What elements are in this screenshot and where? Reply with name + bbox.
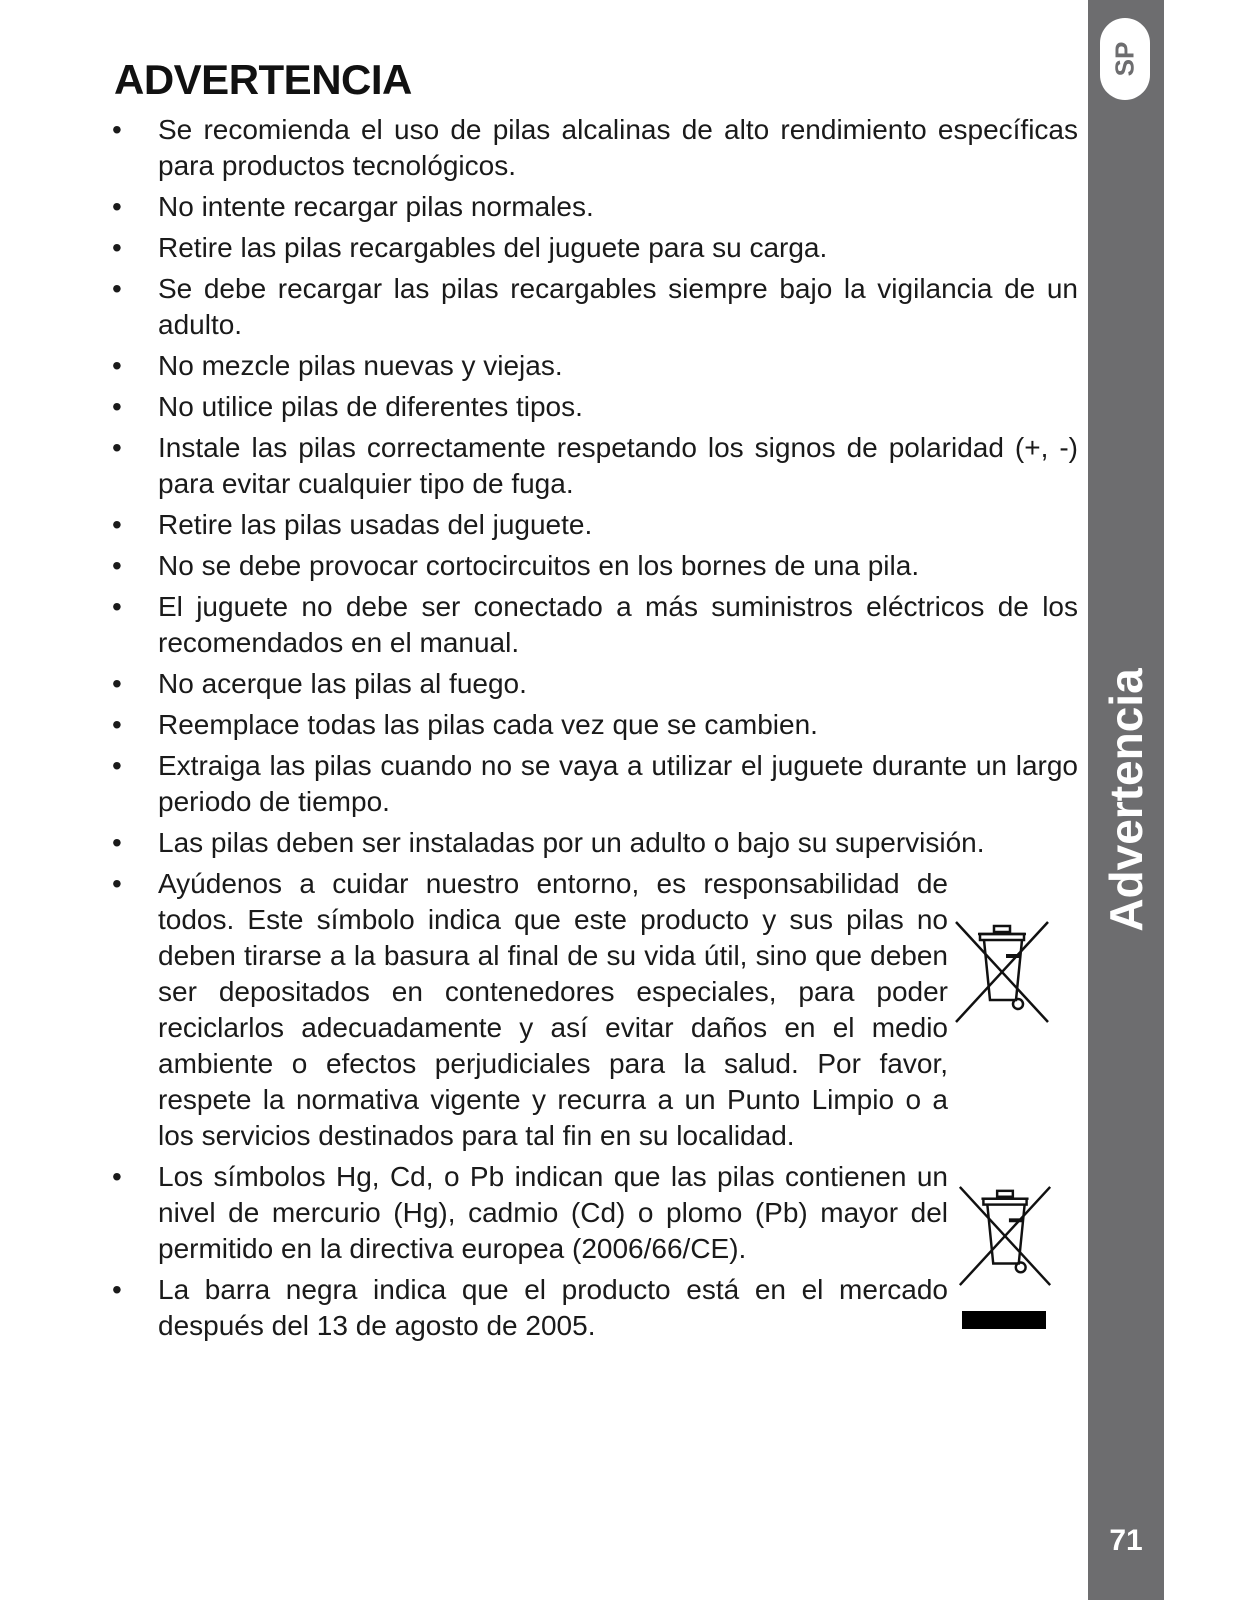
language-badge-label: SP — [1109, 41, 1140, 77]
list-item: • Las pilas deben ser instaladas por un adulto o bajo su supervisión. — [112, 827, 985, 858]
page-title: ADVERTENCIA — [114, 56, 412, 103]
list-item: • Reemplace todas las pilas cada vez que se cambien. — [112, 709, 818, 740]
list-item: • Los símbolos Hg, Cd, o Pb indican que las pilas contienen un nivel de mercurio (Hg), cadmio (Cd) o plomo (Pb) mayor del permitido en la directiva europea (2006/66/CE). — [114, 1159, 1066, 1267]
list-item-text: Instale las pilas correctamente respetando los signos de polaridad (+, -) para evitar cualquier tipo de fuga. — [158, 432, 1078, 499]
list-item-text: No se debe provocar cortocircuitos en los bornes de una pila. — [158, 550, 920, 581]
list-item-text: Los símbolos Hg, Cd, o Pb indican que las pilas contienen un nivel de mercurio (Hg), cadmio (Cd) o plomo (Pb) mayor del permitido en la directiva europea (2006/66/CE). — [158, 1161, 948, 1264]
list-item: • No se debe provocar cortocircuitos en los bornes de una pila. — [112, 550, 920, 581]
list-item: • Se recomienda el uso de pilas alcalinas de alto rendimiento específicas para productos tecnológicos. — [112, 114, 1078, 181]
list-item: • No mezcle pilas nuevas y viejas. — [112, 350, 563, 381]
black-bar-mark — [962, 1311, 1046, 1329]
list-item-text: Retire las pilas usadas del juguete. — [158, 509, 593, 540]
list-item: • Retire las pilas recargables del juguete para su carga. — [112, 232, 828, 263]
list-item: • Se debe recargar las pilas recargables siempre bajo la vigilancia de un adulto. — [112, 273, 1078, 340]
list-item-text: No mezcle pilas nuevas y viejas. — [158, 350, 563, 381]
list-item-text: No intente recargar pilas normales. — [158, 191, 594, 222]
list-item-text: Retire las pilas recargables del juguete para su carga. — [158, 232, 828, 263]
list-item: • Retire las pilas usadas del juguete. — [112, 509, 593, 540]
list-item: • No acerque las pilas al fuego. — [112, 668, 527, 699]
list-item-text: El juguete no debe ser conectado a más suministros eléctricos de los recomendados en el manual. — [158, 591, 1078, 658]
list-item-text: No acerque las pilas al fuego. — [158, 668, 527, 699]
section-tab-label: Advertencia — [1100, 668, 1152, 932]
list-item-text: No utilice pilas de diferentes tipos. — [158, 391, 583, 422]
list-item: • No utilice pilas de diferentes tipos. — [112, 391, 583, 422]
section-sidebar — [1088, 0, 1164, 1600]
list-item-text: Las pilas deben ser instaladas por un adulto o bajo su supervisión. — [158, 827, 985, 858]
list-item-text: Se recomienda el uso de pilas alcalinas de alto rendimiento específicas para productos tecnológicos. — [158, 114, 1078, 181]
warning-list — [114, 112, 1078, 1349]
list-item: • No intente recargar pilas normales. — [112, 191, 594, 222]
language-badge — [1100, 18, 1150, 100]
list-item: • Extraiga las pilas cuando no se vaya a utilizar el juguete durante un largo periodo de tiempo. — [112, 750, 1078, 817]
list-item: • Instale las pilas correctamente respetando los signos de polaridad (+, -) para evitar cualquier tipo de fuga. — [112, 432, 1078, 499]
list-item-text: Extraiga las pilas cuando no se vaya a utilizar el juguete durante un largo periodo de tiempo. — [158, 750, 1078, 817]
list-item: • El juguete no debe ser conectado a más suministros eléctricos de los recomendados en el manual. — [112, 591, 1078, 658]
list-item-text: Reemplace todas las pilas cada vez que se cambien. — [158, 709, 818, 740]
list-item-text: La barra negra indica que el producto está en el mercado después del 13 de agosto de 2005. — [158, 1274, 948, 1341]
list-item: • Ayúdenos a cuidar nuestro entorno, es responsabilidad de todos. Este símbolo indica que este producto y sus pilas no deben tirarse a la basura al final de su vida útil, sino que deben ser depositados en contenedores especiales, para poder reciclarlos adecuadamente y así evitar daños en el medio ambiente o efectos perjudiciales para la salud. Por favor, respete la normativa vigente y recurra a un Punto Limpio o a los servicios destinados para tal fin en su localidad. — [114, 866, 1066, 1154]
list-item-text: Se debe recargar las pilas recargables siempre bajo la vigilancia de un adulto. — [158, 273, 1078, 340]
crossed-out-wheeled-bin-icon — [952, 1183, 1058, 1289]
list-item: • La barra negra indica que el producto está en el mercado después del 13 de agosto de 2005. — [114, 1272, 1066, 1344]
page-number: 71 — [1109, 1524, 1143, 1557]
crossed-out-wheeled-bin-icon — [952, 918, 1052, 1026]
list-item-text: Ayúdenos a cuidar nuestro entorno, es responsabilidad de todos. Este símbolo indica que este producto y sus pilas no deben tirarse a la basura al final de su vida útil, sino que deben ser depositados en contenedores especiales, para poder reciclarlos adecuadamente y así evitar daños en el medio ambiente o efectos perjudiciales para la salud. Por favor, respete la normativa vigente y recurra a un Punto Limpio o a los servicios destinados para tal fin en su localidad. — [158, 868, 948, 1151]
